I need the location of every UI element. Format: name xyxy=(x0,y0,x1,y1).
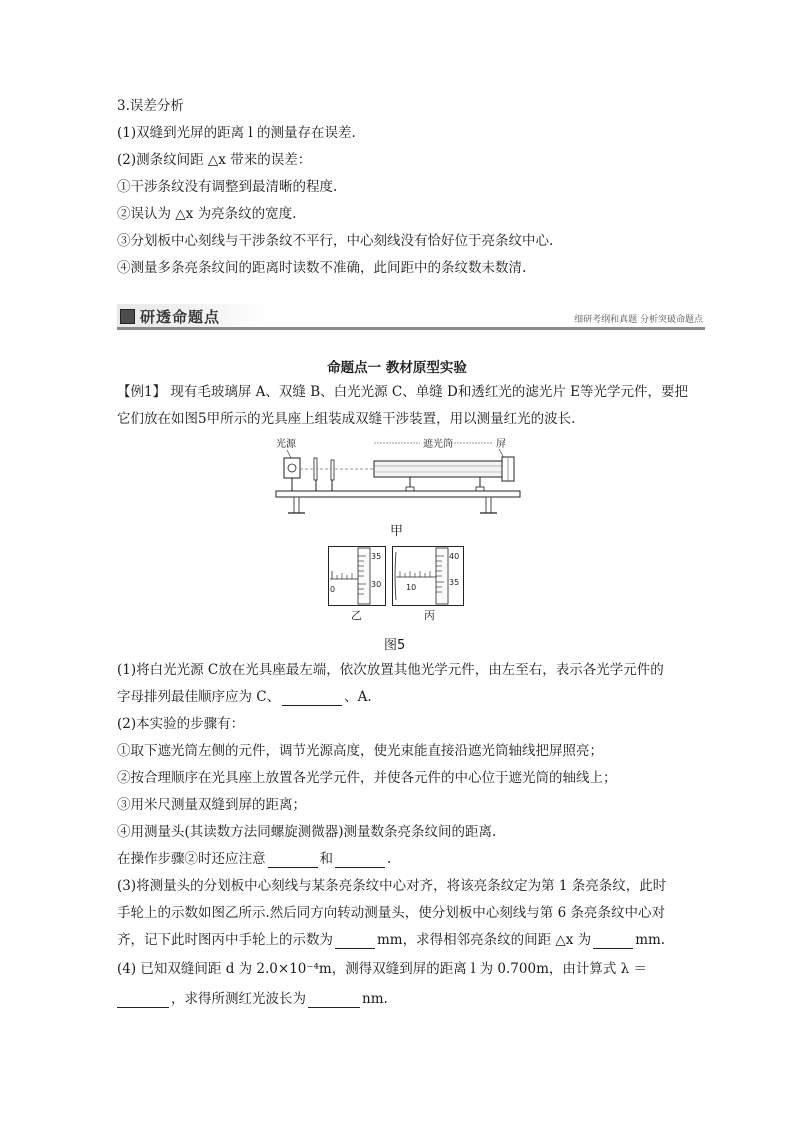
micrometer-yi-figure xyxy=(328,546,386,606)
q2-line-5: 在操作步骤②时还应注意 和 . xyxy=(117,851,392,867)
yi-thimble-top: 35 xyxy=(371,552,382,561)
label-light-source: 光源 xyxy=(276,439,296,450)
q4-line-2: ，求得所测红光波长为 nm. xyxy=(117,990,388,1008)
error-sub-3: ③分划板中心刻线与干涉条纹不平行，中心刻线没有恰好位于亮条纹中心. xyxy=(117,233,554,249)
bing-main-ten: 10 xyxy=(406,583,417,592)
q3-line-1: (3)将测量头的分划板中心刻线与某条亮条纹中心对齐，将该亮条纹定为第 1 条亮条纹，此时 xyxy=(117,878,667,894)
error-sub-4: ④测量多条亮条纹间的距离时读数不准确，此间距中的条纹数未数清. xyxy=(117,260,527,276)
example-line-2: 它们放在如图5甲所示的光具座上组装成双缝干涉装置，用以测量红光的波长. xyxy=(117,411,576,427)
banner-subtitle: 细研考纲和真题 分析突破命题点 xyxy=(574,315,703,325)
q3-line-2: 手轮上的示数如图乙所示.然后同方向转动测量头，使分划板中心刻线与第 6 条亮条纹中心对 xyxy=(117,905,665,921)
banner-divider xyxy=(117,327,705,330)
q2-step-3: ③用米尺测量双缝到屏的距离； xyxy=(117,797,306,813)
q3-answer-blank-1[interactable] xyxy=(335,934,375,949)
error-item-2: (2)测条纹间距 △x 带来的误差： xyxy=(117,152,312,168)
q2-answer-blank-1[interactable] xyxy=(268,853,318,868)
banner-square-icon xyxy=(120,309,135,324)
yi-thimble-bottom: 30 xyxy=(371,580,382,589)
error-analysis-title: 3.误差分析 xyxy=(117,98,184,114)
optical-bench-figure xyxy=(270,436,526,518)
caption-yi: 乙 xyxy=(351,609,362,622)
micrometer-bing-figure xyxy=(392,546,464,606)
q2-step-4: ④用测量头(其读数方法同螺旋测微器)测量数条亮条纹间的距离. xyxy=(117,824,497,840)
q3-answer-blank-2[interactable] xyxy=(593,934,633,949)
label-tube: 遮光筒 xyxy=(423,439,453,450)
section-heading: 命题点一 教材原型实验 xyxy=(327,360,467,376)
yi-main-zero: 0 xyxy=(330,585,336,594)
bing-thimble-top: 40 xyxy=(449,552,460,561)
label-screen: 屏 xyxy=(496,439,506,450)
q4-answer-blank-1[interactable] xyxy=(117,993,169,1008)
q3-line-3: 齐，记下此时图丙中手轮上的示数为 mm，求得相邻亮条纹的间距 △x 为 mm. xyxy=(117,932,666,948)
error-sub-2: ②误认为 △x 为亮条纹的宽度. xyxy=(117,206,297,222)
q1-line-2: 字母排列最佳顺序应为 C、 、A. xyxy=(117,689,372,705)
error-item-1: (1)双缝到光屏的距离 l 的测量存在误差. xyxy=(117,125,356,141)
caption-bing: 丙 xyxy=(424,609,435,622)
bing-thimble-bottom: 35 xyxy=(449,578,460,587)
caption-jia: 甲 xyxy=(390,524,404,539)
section-banner xyxy=(117,304,705,330)
q4-answer-blank-2[interactable] xyxy=(308,993,360,1008)
example-line-1: 【例1】 现有毛玻璃屏 A、双缝 B、白光光源 C、单缝 D和透红光的滤光片 E等光学元件，要把 xyxy=(117,384,689,400)
q1-line-1: (1)将白光光源 C放在光具座最左端，依次放置其他光学元件，由左至右，表示各光学元件的 xyxy=(117,662,664,678)
q1-answer-blank[interactable] xyxy=(282,691,342,706)
q2-title: (2)本实验的步骤有： xyxy=(117,716,245,732)
banner-title: 研透命题点 xyxy=(140,308,221,326)
caption-figure-5: 图5 xyxy=(384,638,406,653)
q2-step-1: ①取下遮光筒左侧的元件，调节光源高度，使光束能直接沿遮光筒轴线把屏照亮； xyxy=(117,743,603,759)
q4-line-1: (4) 已知双缝间距 d 为 2.0×10⁻⁴m，测得双缝到屏的距离 l 为 0.700m，由计算式 λ ＝ xyxy=(117,961,648,977)
error-sub-1: ①干涉条纹没有调整到最清晰的程度. xyxy=(117,179,338,195)
q2-answer-blank-2[interactable] xyxy=(335,853,385,868)
q2-step-2: ②按合理顺序在光具座上放置各光学元件，并使各元件的中心位于遮光筒的轴线上； xyxy=(117,770,617,786)
